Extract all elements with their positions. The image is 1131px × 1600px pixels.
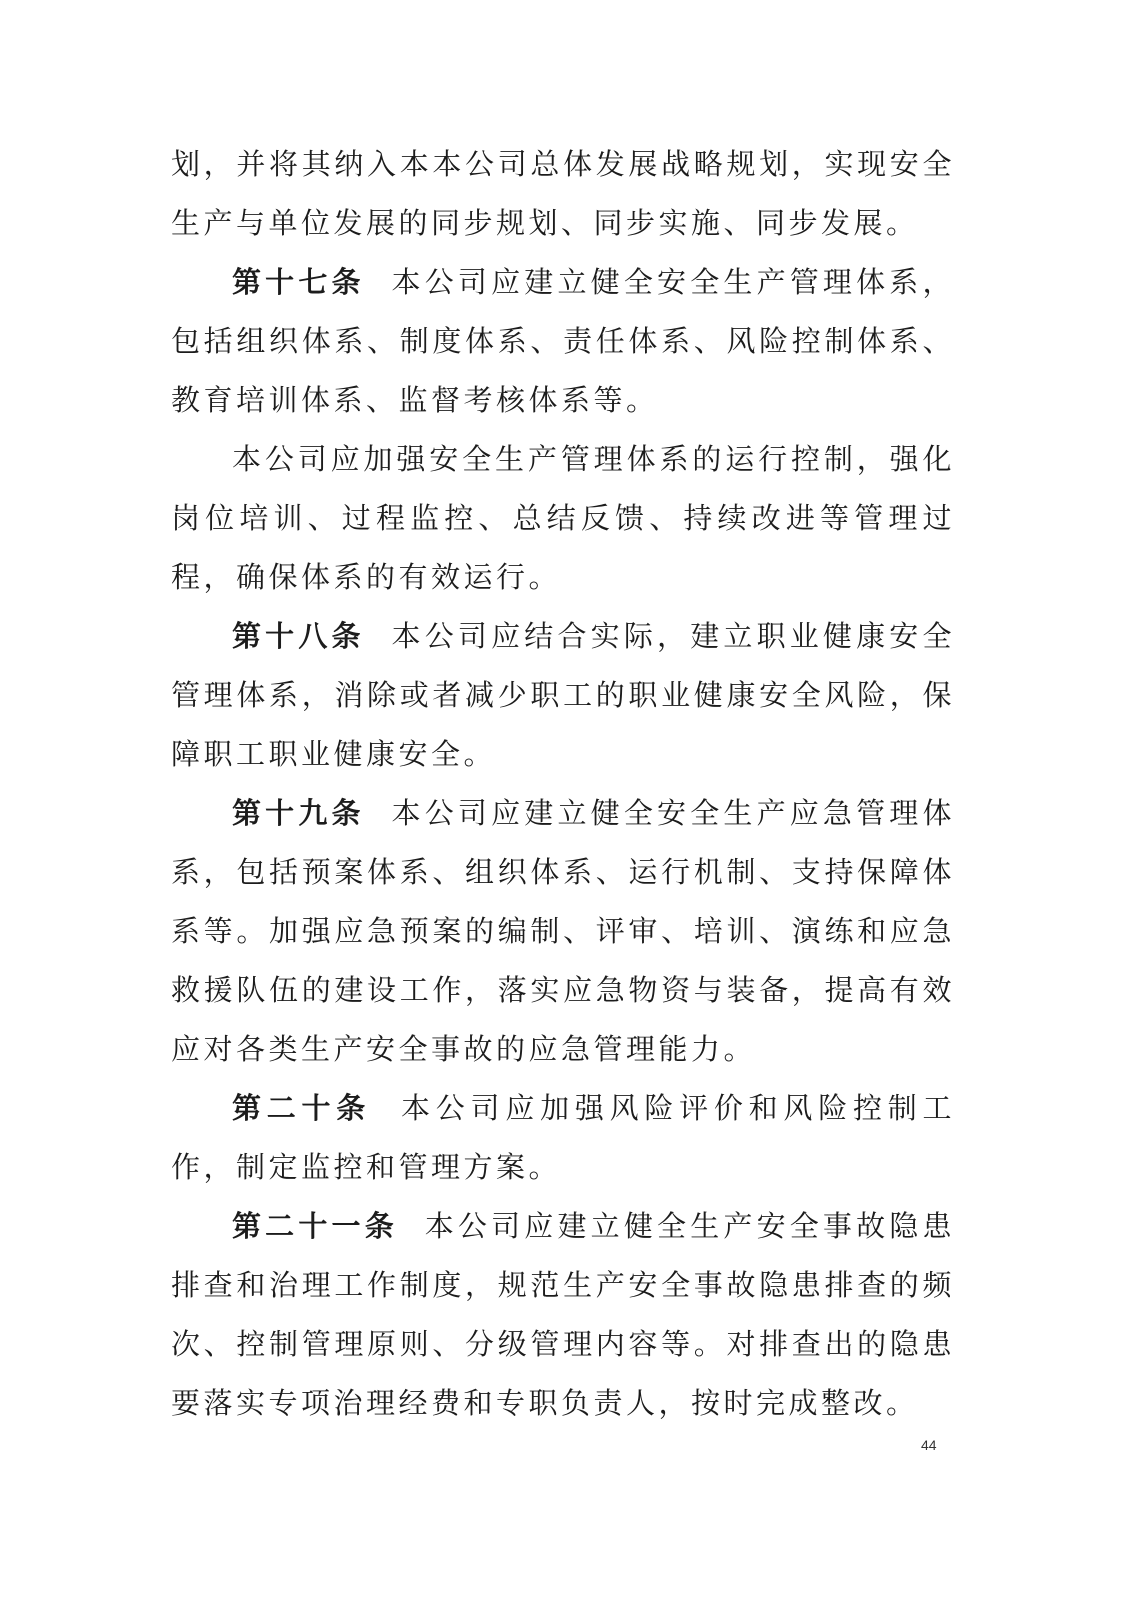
article-label: 第十八条: [232, 619, 365, 653]
article-label: 第十九条: [232, 796, 365, 830]
article-text: 本公司应结合实际，建立职业健康安全管理体系，消除或者减少职工的职业健康安全风险，保障职工职业健康安全。: [171, 619, 955, 771]
paragraph-text: 本公司应加强安全生产管理体系的运行控制，强化岗位培训、过程监控、总结反馈、持续改进等管理过程，确保体系的有效运行。: [171, 442, 955, 594]
article-21: [171, 1197, 955, 1433]
article-18: [171, 607, 955, 784]
article-label: 第十七条: [232, 265, 365, 299]
article-17: [171, 253, 955, 430]
article-17-paragraph-2: [171, 430, 955, 607]
article-text: 本公司应建立健全生产安全事故隐患排查和治理工作制度，规范生产安全事故隐患排查的频次、控制管理原则、分级管理内容等。对排查出的隐患要落实专项治理经费和专职负责人，按时完成整改。: [171, 1209, 955, 1420]
article-text: 本公司应加强风险评价和风险控制工作，制定监控和管理方案。: [171, 1091, 955, 1184]
article-text: 本公司应建立健全安全生产管理体系，包括组织体系、制度体系、责任体系、风险控制体系、教育培训体系、监督考核体系等。: [171, 265, 955, 417]
article-text: 本公司应建立健全安全生产应急管理体系，包括预案体系、组织体系、运行机制、支持保障体系等。加强应急预案的编制、评审、培训、演练和应急救援队伍的建设工作，落实应急物资与装备，提高有效应对各类生产安全事故的应急管理能力。: [171, 796, 955, 1066]
article-label: 第二十一条: [232, 1209, 398, 1243]
page-number: 44: [921, 1437, 937, 1453]
article-19: [171, 784, 955, 1079]
paragraph-continuation: [171, 135, 955, 253]
paragraph-text: 划，并将其纳入本本公司总体发展战略规划，实现安全生产与单位发展的同步规划、同步实施、同步发展。: [171, 147, 955, 240]
article-label: 第二十条: [232, 1091, 372, 1125]
article-20: [171, 1079, 955, 1197]
page-body: [171, 135, 955, 1433]
